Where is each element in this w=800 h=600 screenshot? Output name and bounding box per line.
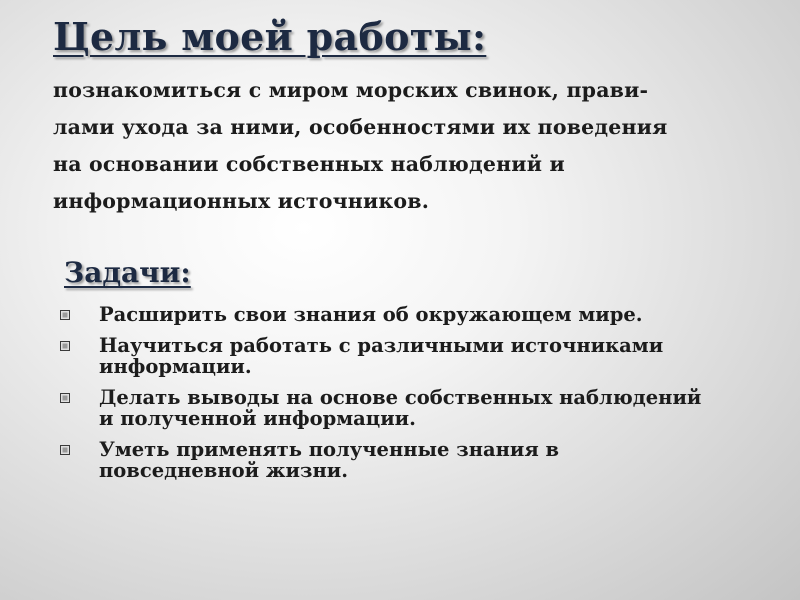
tasks-heading: Задачи: [64, 256, 191, 289]
task-line: и полученной информации. [99, 407, 416, 430]
task-list [58, 304, 758, 491]
goal-line: познакомиться с миром морских свинок, прави- [53, 78, 649, 102]
task-line: Научиться работать с различными источниками [99, 334, 664, 357]
task-line: Уметь применять полученные знания в [99, 438, 560, 461]
goal-line: лами ухода за ними, особенностями их поведения [53, 115, 668, 139]
task-item [58, 387, 758, 429]
task-line: информации. [99, 355, 252, 378]
task-line: повседневной жизни. [99, 459, 348, 482]
square-bullet-icon [60, 445, 70, 455]
goal-line: на основании собственных наблюдений и [53, 152, 565, 176]
square-bullet-icon [60, 341, 70, 351]
task-line: Делать выводы на основе собственных наблюдений [99, 386, 702, 409]
task-item [58, 304, 758, 325]
square-bullet-icon [60, 310, 70, 320]
square-bullet-icon [60, 393, 70, 403]
goal-line: информационных источников. [53, 189, 430, 213]
task-item [58, 439, 758, 481]
goal-text [53, 72, 753, 220]
task-line: Расширить свои знания об окружающем мире. [99, 303, 643, 326]
slide-title: Цель моей работы: [53, 14, 487, 59]
task-item [58, 335, 758, 377]
